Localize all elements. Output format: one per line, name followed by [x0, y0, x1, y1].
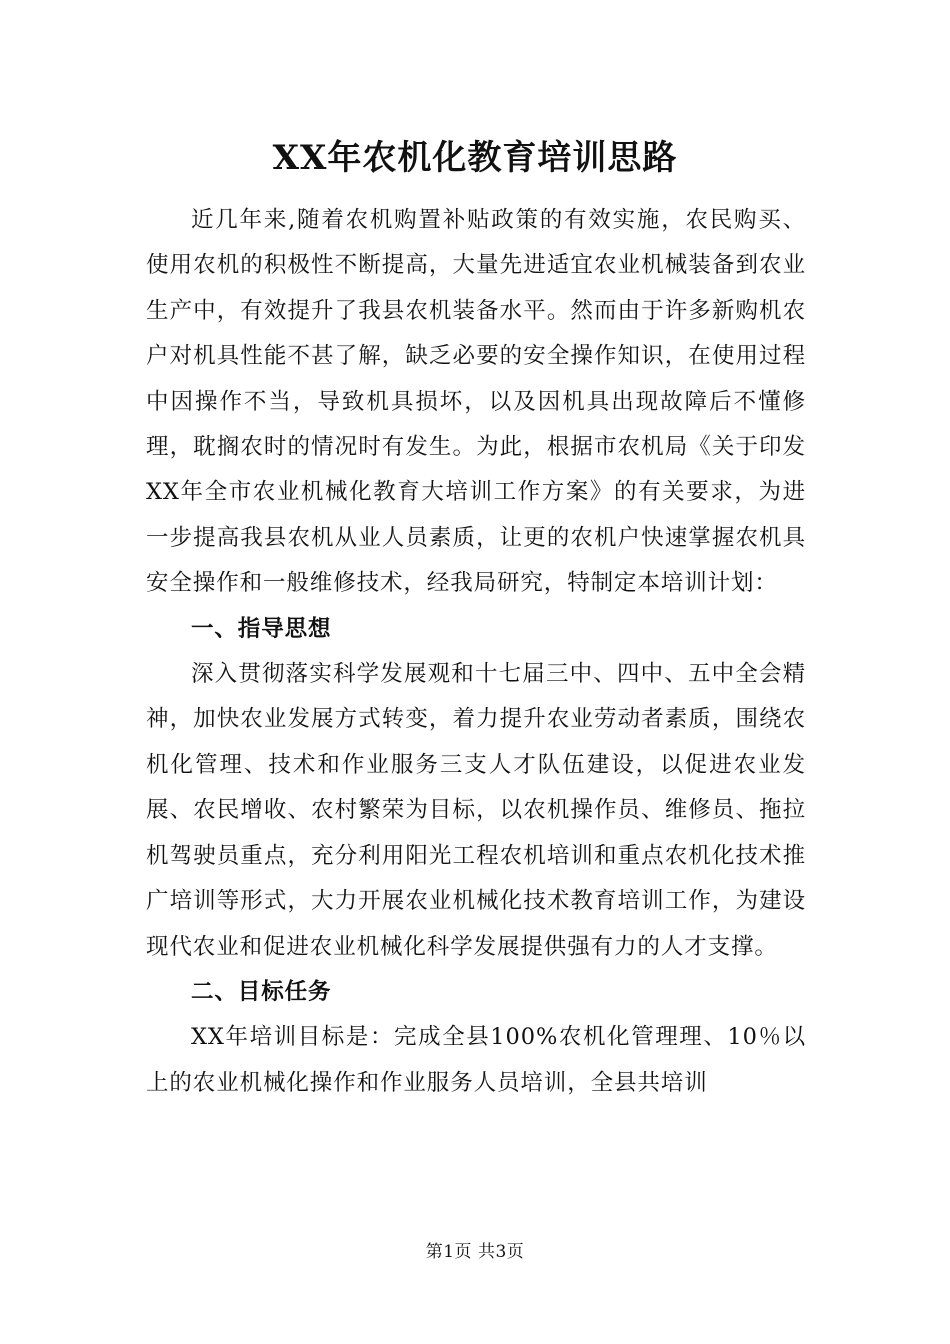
- section-heading-goals: 二、目标任务: [191, 978, 332, 1005]
- page-footer: 第1页 共3页: [425, 1242, 525, 1262]
- intro-paragraph: 近几年来,随着农机购置补贴政策的有效实施，农民购买、使用农机的积极性不断提高，大量先进适宜农业机械装备到农业生产中，有效提升了我县农机装备水平。然而由于许多新购机农户对机具性能不甚了解，缺乏必要的安全操作知识，在使用过程中因操作不当，导致机具损坏，以及因机具出现故障后不懂修理，耽搁农时的情况时有发生。为此，根据市农机局《关于印发XX年全市农业机械化教育大培训工作方案》的有关要求，为进一步提高我县农机从业人员素质，让更的农机户快速掌握农机具安全操作和一般维修技术，经我局研究，特制定本培训计划：: [146, 207, 806, 597]
- document-body: [146, 198, 806, 1106]
- document-title: XX年农机化教育培训思路: [272, 138, 678, 178]
- section-heading-guiding-ideology: 一、指导思想: [191, 615, 332, 642]
- guiding-ideology-paragraph: 深入贯彻落实科学发展观和十七届三中、四中、五中全会精神，加快农业发展方式转变，着力提升农业劳动者素质，围绕农机化管理、技术和作业服务三支人才队伍建设，以促进农业发展、农民增收、农村繁荣为目标，以农机操作员、维修员、拖拉机驾驶员重点，充分利用阳光工程农机培训和重点农机化技术推广培训等形式，大力开展农业机械化技术教育培训工作，为建设现代农业和促进农业机械化科学发展提供强有力的人才支撑。: [146, 661, 806, 960]
- goals-paragraph: XX年培训目标是：完成全县100%农机化管理理、10％以上的农业机械化操作和作业服务人员培训，全县共培训: [146, 1024, 806, 1096]
